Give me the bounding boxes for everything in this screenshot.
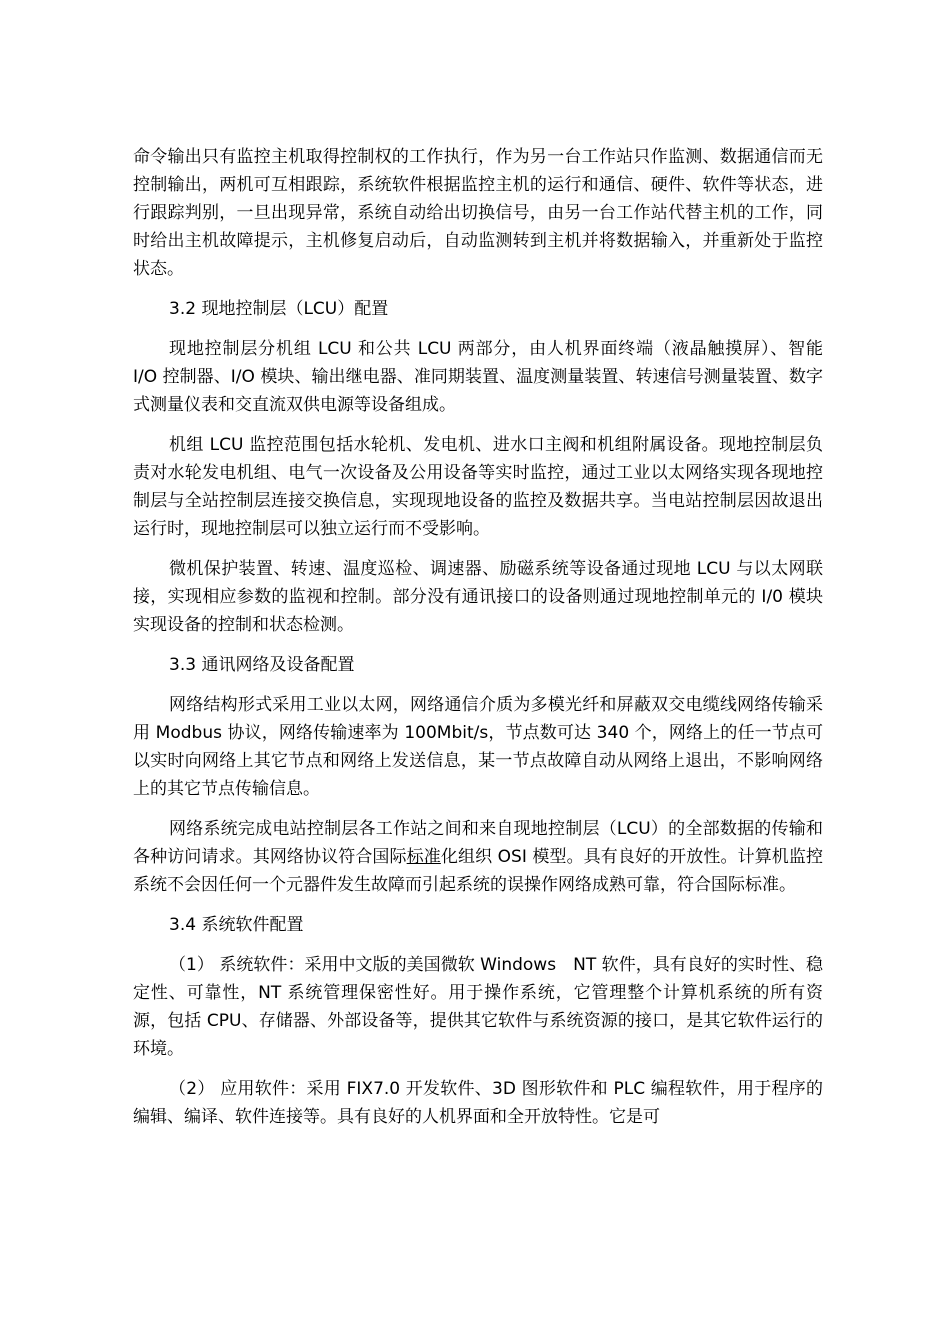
paragraph-lcu-composition: 现地控制层分机组 LCU 和公共 LCU 两部分，由人机界面终端（液晶触摸屏）、智能 I/O 控制器、I/O 模块、输出继电器、准同期装置、温度测量装置、转速信号测量装置、数字式测量仪表和交直流双供电源等设备组成。 — [133, 339, 829, 415]
section-heading-3-4: 3.4 系统软件配置 — [169, 915, 304, 935]
paragraph-network-structure: 网络结构形式采用工业以太网，网络通信介质为多模光纤和屏蔽双交电缆线网络传输采用 Modbus 协议，网络传输速率为 100Mbit/s，节点数可达 340 个，网络上的任一节点可以实时向网络上其它节点和网络上发送信息，某一节点故障自动从网络上退出，不影响网络上的其它节点传输信息。 — [133, 695, 823, 799]
paragraph-network-system-part-b: 化组织 OSI 模型。具有良好的开放性。计算机监控系统不会因任何一个元器件发生故障而引起系统的误操作网络成熟可靠，符合国际标准。 — [133, 847, 824, 895]
paragraph-monitoring-failover: 命令输出只有监控主机取得控制权的工作执行，作为另一台工作站只作监测、数据通信而无控制输出，两机可互相跟踪，系统软件根据监控主机的运行和通信、硬件、软件等状态，进行跟踪判别，一旦出现异常，系统自动给出切换信号，由另一台工作站代替主机的工作，同时给出主机故障提示，主机修复启动后，自动监测转到主机并将数据输入，并重新处于监控状态。 — [133, 147, 823, 279]
paragraph-network-system — [133, 815, 823, 899]
paragraph-system-software: （1） 系统软件：采用中文版的美国微软 Windows NT 软件，具有良好的实时性、稳定性、可靠性，NT 系统管理保密性好。用于操作系统，它管理整个计算机系统的所有资源，包括 CPU、存储器、外部设备等，提供其它软件与系统资源的接口，是其它软件运行的环境。 — [133, 955, 823, 1059]
paragraph-application-software: （2） 应用软件：采用 FIX7.0 开发软件、3D 图形软件和 PLC 编程软件，用于程序的编辑、编译、软件连接等。具有良好的人机界面和全开放特性。它是可 — [133, 1079, 823, 1127]
paragraph-network-system-part-a: 网络系统完成电站控制层各工作站之间和来自现地控制层（LCU）的全部数据的传输和各种访问请求。其网络协议符合国际 — [133, 819, 823, 867]
paragraph-unit-lcu-scope: 机组 LCU 监控范围包括水轮机、发电机、进水口主阀和机组附属设备。现地控制层负责对水轮发电机组、电气一次设备及公用设备等实时监控，通过工业以太网络实现各现地控制层与全站控制层连接交换信息，实现现地设备的监控及数据共享。当电站控制层因故退出运行时，现地控制层可以独立运行而不受影响。 — [133, 435, 823, 539]
standard-underlined-term: 标准 — [406, 847, 441, 867]
section-heading-3-3: 3.3 通讯网络及设备配置 — [169, 655, 355, 675]
document-page — [133, 143, 829, 1143]
paragraph-protection-devices: 微机保护装置、转速、温度巡检、调速器、励磁系统等设备通过现地 LCU 与以太网联接，实现相应参数的监视和控制。部分没有通讯接口的设备则通过现地控制单元的 I/0 模块实现设备的控制和状态检测。 — [133, 559, 823, 635]
section-heading-3-2: 3.2 现地控制层（LCU）配置 — [169, 299, 389, 319]
